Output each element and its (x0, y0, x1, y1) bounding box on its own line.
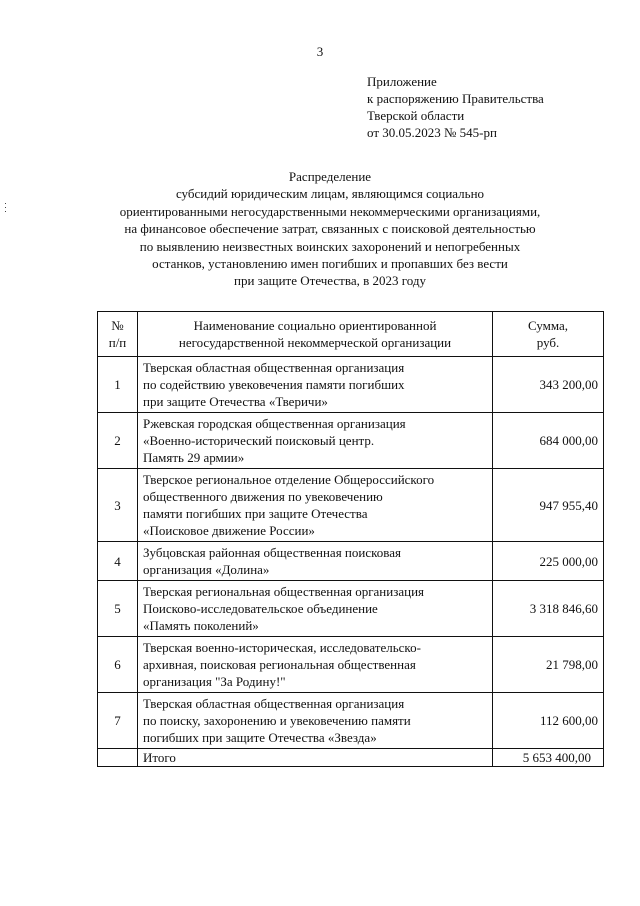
table-row (98, 693, 604, 749)
heading-line: на финансовое обеспечение затрат, связанных с поисковой деятельностью (124, 221, 536, 237)
subsidies-table (97, 311, 604, 767)
row-number: 4 (98, 542, 138, 581)
heading-line: субсидий юридическим лицам, являющимся социально (175, 186, 485, 202)
table-row (98, 357, 604, 413)
name-line: Тверская военно-историческая, исследовательско- (143, 640, 421, 655)
subsidy-amount: 225 000,00 (493, 542, 604, 581)
name-line: при защите Отечества «Тверичи» (143, 394, 328, 409)
appendix-block (367, 73, 544, 141)
row-number: 7 (98, 693, 138, 749)
total-amount: 5 653 400,00 (493, 749, 604, 767)
name-line: Зубцовская районная общественная поисковая (143, 545, 401, 560)
name-line: «Поисковое движение России» (143, 523, 315, 538)
name-line: Поисково-исследовательское объединение (143, 601, 378, 616)
name-line: памяти погибших при защите Отечества (143, 506, 368, 521)
organization-name (138, 413, 493, 469)
subsidy-amount: 343 200,00 (493, 357, 604, 413)
header-sum-line: руб. (536, 335, 560, 350)
name-line: Память 29 армии» (143, 450, 245, 465)
heading-line: при защите Отечества, в 2023 году (234, 273, 426, 289)
row-number: 5 (98, 581, 138, 637)
name-line: архивная, поисковая региональная общественная (143, 657, 416, 672)
table-row (98, 637, 604, 693)
name-line: погибших при защите Отечества «Звезда» (143, 730, 377, 745)
heading-line: останков, установлению имен погибших и пропавших без вести (152, 256, 508, 272)
organization-name (138, 357, 493, 413)
name-line: «Военно-исторический поисковый центр. (143, 433, 375, 448)
name-line: Тверское региональное отделение Общероссийского (143, 472, 435, 487)
table-row (98, 469, 604, 542)
name-line: Тверская областная общественная организация (143, 360, 405, 375)
row-number: 6 (98, 637, 138, 693)
header-num-line: п/п (108, 335, 127, 350)
row-number: 3 (98, 469, 138, 542)
subsidy-amount: 684 000,00 (493, 413, 604, 469)
organization-name (138, 469, 493, 542)
name-line: общественного движения по увековечению (143, 489, 383, 504)
name-line: Тверская областная общественная организация (143, 696, 405, 711)
header-name-line: негосударственной некоммерческой организации (178, 335, 452, 350)
heading-line: по выявлению неизвестных воинских захоронений и непогребенных (139, 238, 521, 254)
organization-name (138, 693, 493, 749)
name-line: организация "За Родину!" (143, 674, 286, 689)
name-line: по поиску, захоронению и увековечению памяти (143, 713, 411, 728)
name-line: по содействию увековечения памяти погибших (143, 377, 405, 392)
row-number: 2 (98, 413, 138, 469)
header-name-line: Наименование социально ориентированной (193, 318, 437, 333)
name-line: организация «Долина» (143, 562, 270, 577)
name-line: «Память поколений» (143, 618, 259, 633)
organization-name (138, 542, 493, 581)
appendix-line: Приложение (367, 74, 437, 89)
heading-title: Распределение (288, 169, 372, 184)
appendix-line: от 30.05.2023 № 545-рп (367, 125, 497, 140)
row-number: 1 (98, 357, 138, 413)
table-row (98, 413, 604, 469)
header-num (98, 312, 138, 357)
total-label: Итого (138, 749, 493, 767)
page-number: 3 (316, 44, 324, 59)
table-row (98, 581, 604, 637)
subsidy-amount: 112 600,00 (493, 693, 604, 749)
organization-name (138, 637, 493, 693)
subsidy-amount: 21 798,00 (493, 637, 604, 693)
organization-name (138, 581, 493, 637)
table-header-row (98, 312, 604, 357)
appendix-line: к распоряжению Правительства (367, 91, 544, 106)
header-sum-line: Сумма, (527, 318, 569, 333)
subsidy-amount: 947 955,40 (493, 469, 604, 542)
table-row (98, 542, 604, 581)
name-line: Тверская региональная общественная организация (143, 584, 425, 599)
header-sum (493, 312, 604, 357)
total-number (98, 749, 138, 767)
appendix-line: Тверской области (367, 108, 465, 123)
header-num-line: № (111, 318, 124, 333)
header-name (138, 312, 493, 357)
margin-mark (5, 200, 8, 224)
document-heading (60, 168, 600, 290)
name-line: Ржевская городская общественная организация (143, 416, 406, 431)
total-row (98, 749, 604, 767)
heading-line: ориентированными негосударственными некоммерческими организациями, (119, 203, 541, 219)
subsidy-amount: 3 318 846,60 (493, 581, 604, 637)
